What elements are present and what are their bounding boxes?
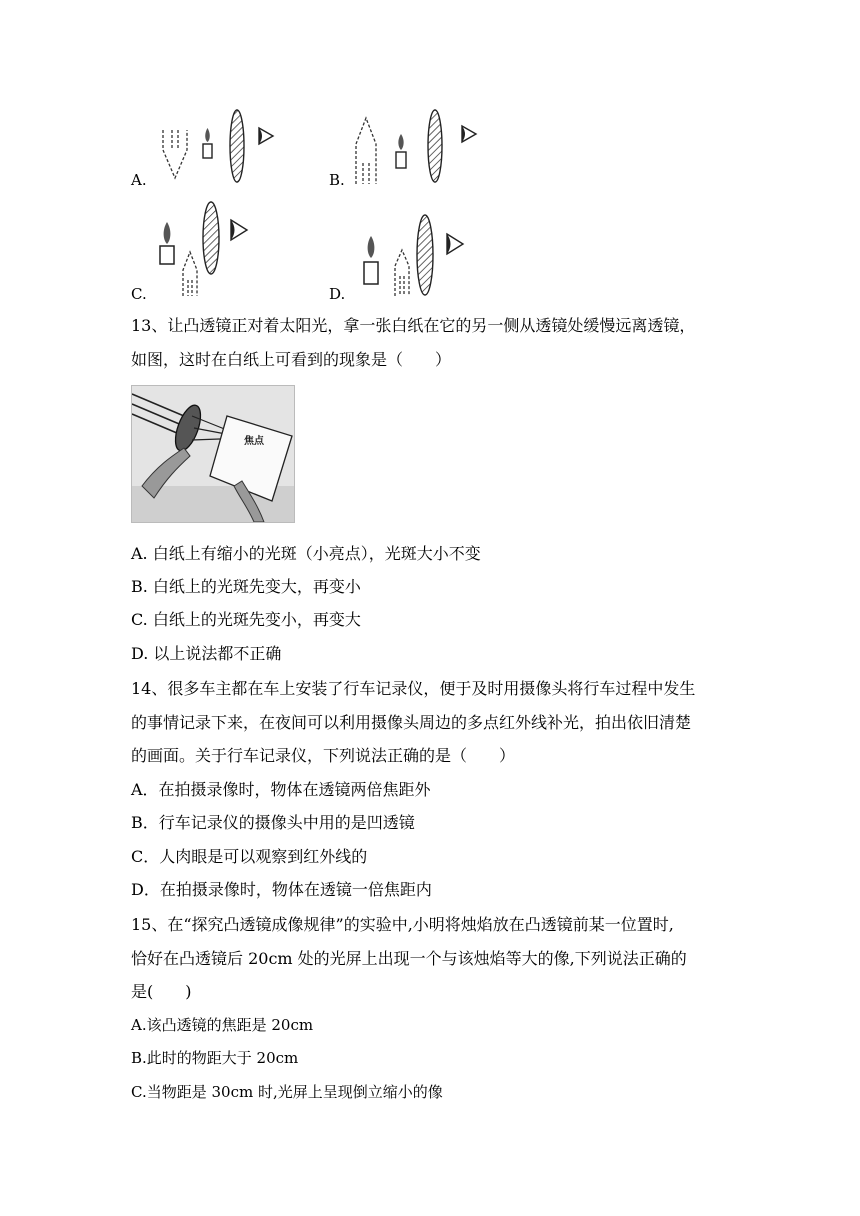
virtual-image-upright: [183, 252, 197, 296]
candle: [396, 152, 406, 168]
convex-lens: [203, 202, 219, 274]
option-d-figure: [355, 210, 475, 300]
convex-lens: [428, 110, 442, 182]
flame: [164, 222, 171, 244]
q14-option-c: C．人肉眼是可以观察到红外线的: [131, 847, 368, 866]
q13-stem-line1: 13、让凸透镜正对着太阳光，拿一张白纸在它的另一侧从透镜处缓慢远离透镜，: [131, 316, 696, 335]
q14-option-d: D．在拍摄录像时，物体在透镜一倍焦距内: [131, 880, 432, 899]
option-a-label: A.: [131, 171, 147, 189]
q13-stem-line2: 如图，这时在白纸上可看到的现象是（ ）: [131, 350, 452, 369]
option-b-label: B.: [329, 171, 345, 189]
q15-option-b: B.此时的物距大于 20cm: [131, 1049, 299, 1067]
q13-option-c: C. 白纸上的光斑先变小，再变大: [131, 610, 361, 629]
option-a-figure: [155, 108, 280, 188]
candle: [160, 246, 174, 264]
q13-figure-photo: [131, 385, 295, 523]
convex-lens: [230, 110, 244, 182]
option-c-figure: [155, 200, 260, 300]
q15-stem-line3: 是( ): [131, 982, 192, 1001]
option-b-figure: [350, 108, 485, 188]
q15-option-c: C.当物距是 30cm 时,光屏上呈现倒立缩小的像: [131, 1083, 443, 1101]
q14-stem-line1: 14、很多车主都在车上安装了行车记录仪，便于及时用摄像头将行车过程中发生: [131, 679, 696, 698]
q14-option-a: A．在拍摄录像时，物体在透镜两倍焦距外: [131, 780, 431, 799]
candle: [203, 144, 212, 158]
convex-lens: [417, 215, 433, 295]
virtual-image-inverted: [163, 130, 187, 178]
flame: [368, 236, 375, 258]
option-d-label: D.: [329, 285, 346, 303]
candle: [364, 262, 378, 284]
virtual-image-upright: [356, 118, 376, 184]
q15-stem-line1: 15、在“探究凸透镜成像规律”的实验中,小明将烛焰放在凸透镜前某一位置时,: [131, 915, 674, 934]
q15-option-a: A.该凸透镜的焦距是 20cm: [131, 1016, 314, 1034]
q15-stem-line2: 恰好在凸透镜后 20cm 处的光屏上出现一个与该烛焰等大的像,下列说法正确的: [131, 949, 687, 968]
option-c-label: C.: [131, 285, 147, 303]
flame: [205, 128, 210, 142]
q13-option-a: A. 白纸上有缩小的光斑（小亮点），光斑大小不变: [131, 544, 481, 563]
q13-option-b: B. 白纸上的光斑先变大，再变小: [131, 577, 361, 596]
q13-option-d: D. 以上说法都不正确: [131, 644, 282, 663]
q14-stem-line3: 的画面。关于行车记录仪，下列说法正确的是（ ）: [131, 746, 516, 765]
flame: [398, 134, 403, 150]
virtual-image-upright: [395, 250, 409, 296]
q14-stem-line2: 的事情记录下来，在夜间可以利用摄像头周边的多点红外线补光，拍出依旧清楚: [131, 713, 692, 732]
q14-option-b: B．行车记录仪的摄像头中用的是凹透镜: [131, 813, 415, 832]
focus-label: 焦点: [244, 436, 264, 447]
